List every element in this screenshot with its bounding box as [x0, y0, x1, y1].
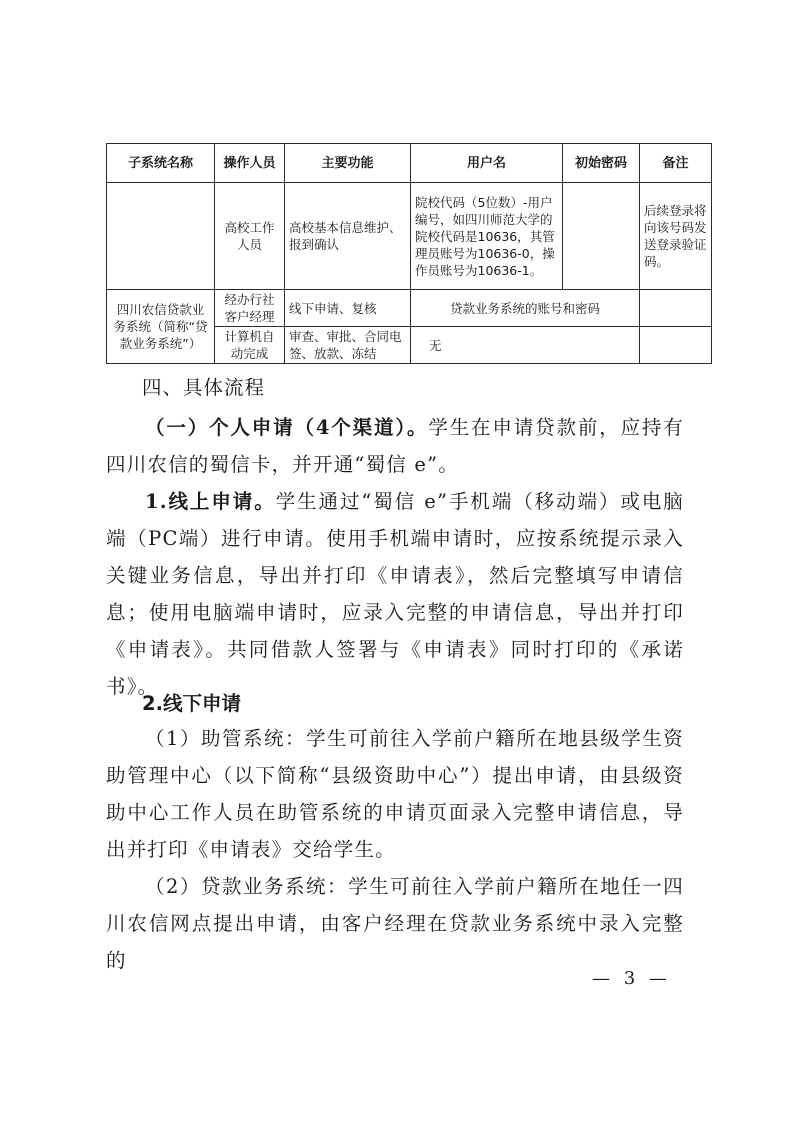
table-cell: 后续登录将向该号码发送登录验证码。	[640, 183, 712, 290]
table-row	[107, 183, 712, 290]
table-cell: 无	[411, 327, 640, 364]
subsystem-table	[106, 143, 712, 364]
table-cell: 审查、审批、合同电签、放款、冻结	[285, 327, 411, 364]
section-title: 四、具体流程	[142, 376, 266, 399]
header-cell: 子系统名称	[107, 144, 215, 183]
table-cell	[563, 183, 640, 290]
paragraph-text: 学生通过“蜀信 e”手机端（移动端）或电脑端（PC端）进行申请。使用手机端申请时，应按系统提示录入关键业务信息，导出并打印《申请表》，然后完整填写申请信息；使用电脑端申请时，应录入完整的申请信息，导出并打印《申请表》。共同借款人签署与《申请表》同时打印的《承诺书》。	[106, 490, 684, 698]
table-cell: 高校工作人员	[215, 183, 285, 290]
paragraph-text: （1）助管系统：学生可前往入学前户籍所在地县级学生资助管理中心（以下简称“县级资助中心”）提出申请，由县级资助中心工作人员在助管系统的申请页面录入完整申请信息，导出并打印《申请表》交给学生。	[106, 727, 684, 861]
table-cell: 高校基本信息维护、报到确认	[285, 183, 411, 290]
table-cell	[640, 290, 712, 327]
header-cell: 用户名	[411, 144, 563, 183]
subsection-title: 2.线下申请	[142, 692, 241, 715]
table-cell: 经办行社客户经理	[215, 290, 285, 327]
paragraph-text: 学生在申请贷款前，应持有四川农信的蜀信卡，并开通“蜀信 e”。	[106, 416, 684, 476]
table-cell: 四川农信贷款业务系统（简称“贷款业务系统”）	[107, 290, 215, 364]
header-cell: 初始密码	[563, 144, 640, 183]
table-header-row	[107, 144, 712, 183]
paragraph-heading: 1.线上申请。	[145, 490, 276, 513]
paragraph-text: （2）贷款业务系统：学生可前往入学前户籍所在地任一四川农信网点提出申请，由客户经理在贷款业务系统中录入完整的	[106, 875, 684, 972]
paragraph-heading: （一）个人申请（4个渠道）。	[145, 416, 429, 439]
page-number: — 3 —	[592, 968, 671, 989]
header-cell: 操作人员	[215, 144, 285, 183]
paragraph-online-application	[106, 483, 684, 705]
table-cell: 计算机自动完成	[215, 327, 285, 364]
paragraph-assist-system	[106, 720, 684, 868]
header-cell: 主要功能	[285, 144, 411, 183]
paragraph-loan-system	[106, 868, 684, 979]
table-cell: 院校代码（5位数）-用户编号，如四川师范大学的院校代码是10636，其管理员账号为10636-0，操作员账号为10636-1。	[411, 183, 563, 290]
table-cell: 贷款业务系统的账号和密码	[411, 290, 640, 327]
table-cell: 线下申请、复核	[285, 290, 411, 327]
table-cell	[107, 183, 215, 290]
table-cell	[640, 327, 712, 364]
table-row	[107, 290, 712, 327]
paragraph-individual-application	[106, 409, 684, 483]
header-cell: 备注	[640, 144, 712, 183]
